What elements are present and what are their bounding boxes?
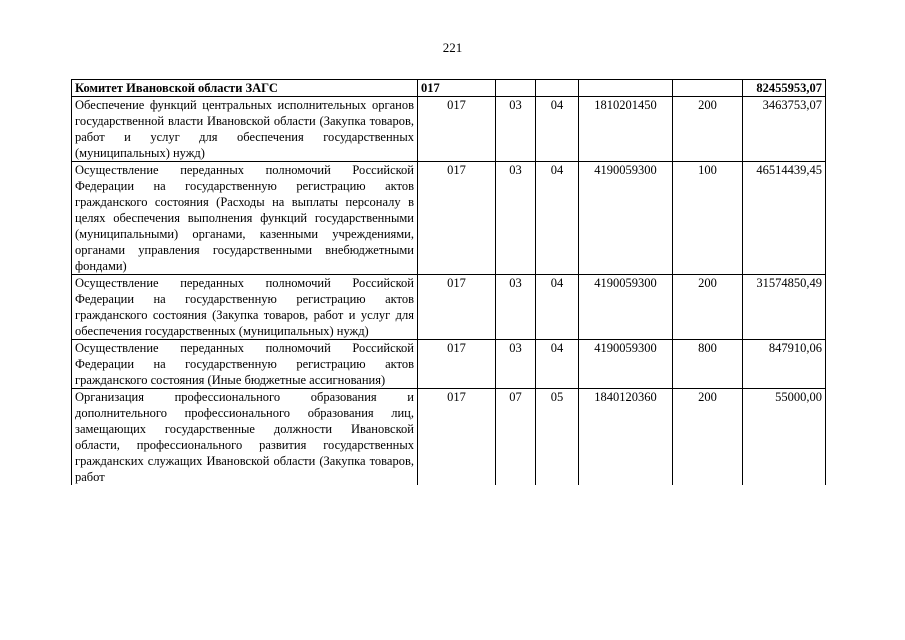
item-description-cell: Осуществление переданных полномочий Российской Федерации на государственную регистрацию актов гражданского состояния (Иные бюджетные ассигнования): [72, 340, 418, 389]
item-description-cell: Организация профессионального образования и дополнительного профессионального образования лиц, замещающих государственные должности Ивановской области, профессионального развития государственных гражданских служащих Ивановской области (Закупка товаров, работ: [72, 389, 418, 486]
target-code-cell: 4190059300: [579, 275, 673, 340]
amount-cell: 55000,00: [743, 389, 826, 486]
target-code-cell: 1810201450: [579, 97, 673, 162]
page-number: 221: [442, 40, 463, 55]
ministry-code-cell: 017: [418, 275, 496, 340]
amount-cell: 31574850,49: [743, 275, 826, 340]
expense-type-cell: [673, 80, 743, 97]
committee-name-cell: Комитет Ивановской области ЗАГС: [72, 80, 418, 97]
ministry-code-cell: 017: [418, 162, 496, 275]
subsection-code-cell: 04: [536, 340, 579, 389]
amount-cell: 46514439,45: [743, 162, 826, 275]
target-code-cell: 1840120360: [579, 389, 673, 486]
subsection-code-cell: [536, 80, 579, 97]
expense-type-cell: 800: [673, 340, 743, 389]
amount-cell: 3463753,07: [743, 97, 826, 162]
amount-cell: 82455953,07: [743, 80, 826, 97]
table-row-header: [72, 80, 826, 97]
section-code-cell: 03: [496, 162, 536, 275]
section-code-cell: [496, 80, 536, 97]
ministry-code-cell: 017: [418, 80, 496, 97]
section-code-cell: 03: [496, 97, 536, 162]
amount-cell: 847910,06: [743, 340, 826, 389]
table-row: [72, 162, 826, 275]
expense-type-cell: 100: [673, 162, 743, 275]
subsection-code-cell: 05: [536, 389, 579, 486]
table-row: [72, 97, 826, 162]
expense-type-cell: 200: [673, 275, 743, 340]
item-description-cell: Осуществление переданных полномочий Российской Федерации на государственную регистрацию актов гражданского состояния (Закупка товаров, работ и услуг для обеспечения государственных (муниципальных) нужд): [72, 275, 418, 340]
ministry-code-cell: 017: [418, 97, 496, 162]
item-description-cell: Обеспечение функций центральных исполнительных органов государственной власти Ивановской области (Закупка товаров, работ и услуг для обеспечения государственных (муниципальных) нужд): [72, 97, 418, 162]
expense-type-cell: 200: [673, 97, 743, 162]
subsection-code-cell: 04: [536, 275, 579, 340]
expense-type-cell: 200: [673, 389, 743, 486]
section-code-cell: 03: [496, 275, 536, 340]
subsection-code-cell: 04: [536, 97, 579, 162]
budget-table: [71, 79, 826, 485]
target-code-cell: 4190059300: [579, 340, 673, 389]
ministry-code-cell: 017: [418, 389, 496, 486]
table-row: [72, 275, 826, 340]
target-code-cell: 4190059300: [579, 162, 673, 275]
target-code-cell: [579, 80, 673, 97]
subsection-code-cell: 04: [536, 162, 579, 275]
table-row: [72, 389, 826, 486]
table-row: [72, 340, 826, 389]
ministry-code-cell: 017: [418, 340, 496, 389]
item-description-cell: Осуществление переданных полномочий Российской Федерации на государственную регистрацию актов гражданского состояния (Расходы на выплаты персоналу в целях обеспечения выполнения функций государственными (муниципальными) органами, казенными учреждениями, органами управления государственными внебюджетными фондами): [72, 162, 418, 275]
section-code-cell: 03: [496, 340, 536, 389]
section-code-cell: 07: [496, 389, 536, 486]
